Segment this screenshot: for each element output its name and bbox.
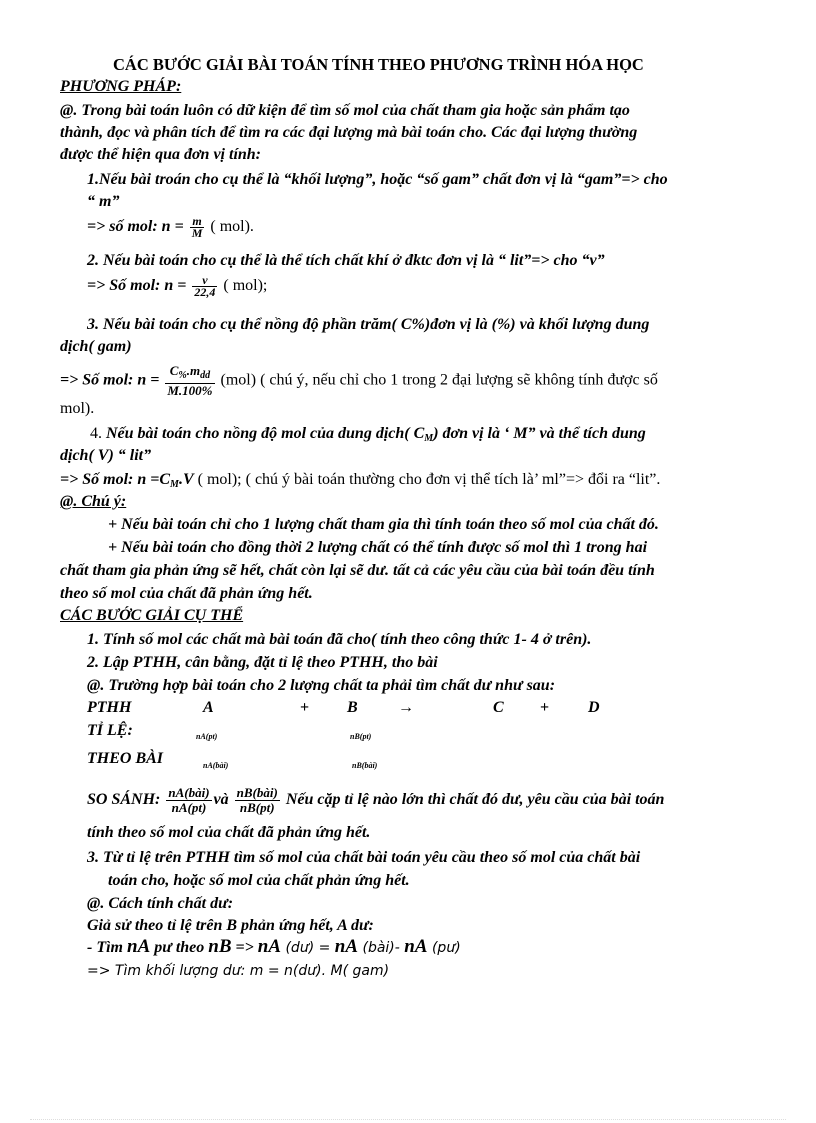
pthh-label: PTHH — [87, 699, 132, 716]
excess-assume: Giả sử theo tỉ lệ trên B phản ứng hết, A dư: — [87, 917, 374, 934]
excess-na-1: nA — [127, 936, 151, 957]
case1-num: m — [190, 216, 205, 228]
page-title: CÁC BƯỚC GIẢI BÀI TOÁN TÍNH THEO PHƯƠNG TRÌNH HÓA HỌC — [113, 55, 644, 74]
intro-line-3: được thể hiện qua đơn vị tính: — [60, 146, 262, 163]
excess-f-a: - Tìm — [87, 939, 127, 956]
excess-mass: => Tìm khối lượng dư: m = n(dư). M( gam) — [87, 963, 390, 979]
case2-unit: ( mol); — [223, 277, 268, 295]
note-line-4: theo số mol của chất đã phản ứng hết. — [60, 585, 313, 602]
case3-formula — [60, 364, 658, 398]
case4-sub: M — [424, 433, 434, 444]
note-line-2: + Nếu bài toán cho đồng thời 2 lượng chất có thể tính được số mol thì 1 trong hai — [108, 539, 648, 556]
excess-na-4: nA — [404, 936, 428, 957]
case3-line-end: mol). — [60, 400, 95, 417]
excess-formula — [87, 937, 461, 958]
case3-num — [165, 364, 214, 384]
compare-line — [87, 786, 664, 815]
tile-na: nA(pt) — [196, 732, 218, 741]
case2-fraction — [192, 275, 217, 298]
page-bottom-divider — [30, 1119, 786, 1120]
case1-line-2: “ m” — [87, 193, 120, 210]
case4-formula — [60, 470, 660, 495]
compare-line-2: tính theo số mol của chất đã phản ứng hết. — [87, 824, 371, 841]
case3-line-1: 3. Nếu bài toán cho cụ thể nồng độ phần trăm( C%)đơn vị là (%) và khối lượng dung — [87, 316, 650, 333]
excess-nb: nB — [208, 936, 232, 957]
note-line-3: chất tham gia phản ứng sẽ hết, chất còn lại sẽ dư. tất cả các yêu cầu của bài toán đều tính — [60, 562, 655, 579]
theobai-na: nA(bài) — [203, 761, 229, 770]
case3-line-2: dịch( gam) — [60, 338, 132, 355]
case3-unit: (mol) ( chú ý, nếu chỉ cho 1 trong 2 đại lượng sẽ không tính được số — [220, 371, 658, 389]
method-heading: PHƯƠNG PHÁP: — [60, 78, 182, 95]
step-3-line-2: toán cho, hoặc số mol của chất phản ứng hết. — [108, 872, 410, 889]
case3-num-m: .m — [186, 363, 201, 378]
intro-line-2: thành, đọc và phân tích để tìm ra các đại lượng mà bài toán cho. Các đại lượng thường — [60, 124, 638, 141]
case2-num: v — [192, 275, 217, 287]
pthh-b: B — [347, 699, 358, 716]
pthh-c: C — [493, 699, 504, 716]
case1-line-1: 1.Nếu bài troán cho cụ thể là “khối lượng”, hoặc “số gam” chất đơn vị là “gam”=> cho — [87, 171, 668, 188]
case4-formula-sub: M — [170, 479, 179, 490]
excess-heading: @. Cách tính chất dư: — [87, 895, 234, 912]
compare-fb-den: nB(pt) — [239, 800, 275, 815]
tile-label: TỈ LỆ: — [87, 722, 133, 739]
compare-fa-den: nA(pt) — [171, 800, 207, 815]
pthh-a: A — [203, 699, 214, 716]
step-2-note: @. Trường hợp bài toán cho 2 lượng chất ta phải tìm chất dư như sau: — [87, 677, 556, 694]
excess-f-b: pư theo — [150, 939, 209, 956]
case3-formula-prefix: => Số mol: n = — [60, 371, 164, 389]
case2-formula-prefix: => Số mol: n = — [87, 277, 191, 295]
compare-fraction-a — [166, 786, 211, 815]
intro-line-1: @. Trong bài toán luôn có dữ kiện để tìm số mol của chất tham gia hoặc sản phẩm tạo — [60, 102, 630, 119]
case3-fraction — [165, 364, 214, 398]
case1-fraction — [190, 216, 205, 239]
case4-unit: ( mol); ( chú ý bài toán thường cho đơn vị thể tích là’ ml”=> đổi ra “lit”. — [197, 471, 661, 488]
step-1: 1. Tính số mol các chất mà bài toán đã cho( tính theo công thức 1- 4 ở trên). — [87, 631, 592, 648]
case4-text-b: ) đơn vị là ‘ M” và thể tích dung — [433, 425, 646, 442]
case3-num-m-sub: dd — [200, 370, 211, 381]
compare-label: SO SÁNH: — [87, 791, 165, 809]
case3-num-c: C — [169, 363, 179, 378]
excess-f-d: (dư) = — [281, 940, 335, 956]
compare-fb-num: nB(bài) — [236, 785, 278, 800]
tile-nb: nB(pt) — [350, 732, 372, 741]
step-3-line-1: 3. Từ tỉ lệ trên PTHH tìm số mol của chất bài toán yêu cầu theo số mol của chất bài — [87, 849, 641, 866]
case4-number: 4. — [90, 425, 106, 442]
case4-formula-v: .V — [178, 471, 194, 488]
case1-den: M — [191, 226, 203, 240]
excess-na-3: nA — [334, 936, 359, 957]
excess-f-c: => — [231, 939, 258, 956]
case4-line-1 — [90, 424, 646, 449]
case2-formula — [87, 275, 267, 298]
excess-f-e: (bài)- — [358, 940, 405, 956]
case2-line-1: 2. Nếu bài toán cho cụ thể là thể tích chất khí ở đktc đơn vị là “ lit”=> cho “v” — [87, 252, 605, 269]
case1-unit: ( mol). — [210, 218, 254, 236]
steps-heading: CÁC BƯỚC GIẢI CỤ THỂ — [60, 607, 244, 624]
theobai-nb: nB(bài) — [352, 761, 378, 770]
case3-num-c-sub: % — [178, 370, 187, 381]
excess-na-2: nA — [257, 936, 282, 957]
pthh-plus-2: + — [540, 699, 550, 716]
case4-formula-prefix: => Số mol: n =C — [60, 471, 171, 488]
pthh-d: D — [588, 699, 600, 716]
case1-formula — [87, 216, 254, 239]
compare-fraction-b — [235, 786, 280, 815]
case1-formula-prefix: => số mol: n = — [87, 218, 188, 236]
pthh-arrow: → — [398, 699, 414, 716]
compare-text: Nếu cặp tỉ lệ nào lớn thì chất đó dư, yêu cầu của bài toán — [285, 791, 665, 809]
step-2: 2. Lập PTHH, cân bằng, đặt tỉ lệ theo PTHH, tho bài — [87, 654, 438, 671]
case2-den: 22,4 — [194, 285, 216, 299]
pthh-plus-1: + — [300, 699, 310, 716]
compare-and: và — [213, 791, 229, 809]
case4-line-2: dịch( V) “ lit” — [60, 447, 152, 464]
theobai-label: THEO BÀI — [87, 750, 164, 767]
excess-f-f: (pư) — [427, 940, 461, 956]
case3-den: M.100% — [167, 383, 213, 398]
note-heading: @. Chú ý: — [60, 493, 127, 510]
case4-text-a: Nếu bài toán cho nồng độ mol của dung dịch( C — [106, 425, 425, 442]
note-line-1: + Nếu bài toán chỉ cho 1 lượng chất tham gia thì tính toán theo số mol của chất đó. — [108, 516, 659, 533]
compare-fa-num: nA(bài) — [168, 785, 210, 800]
